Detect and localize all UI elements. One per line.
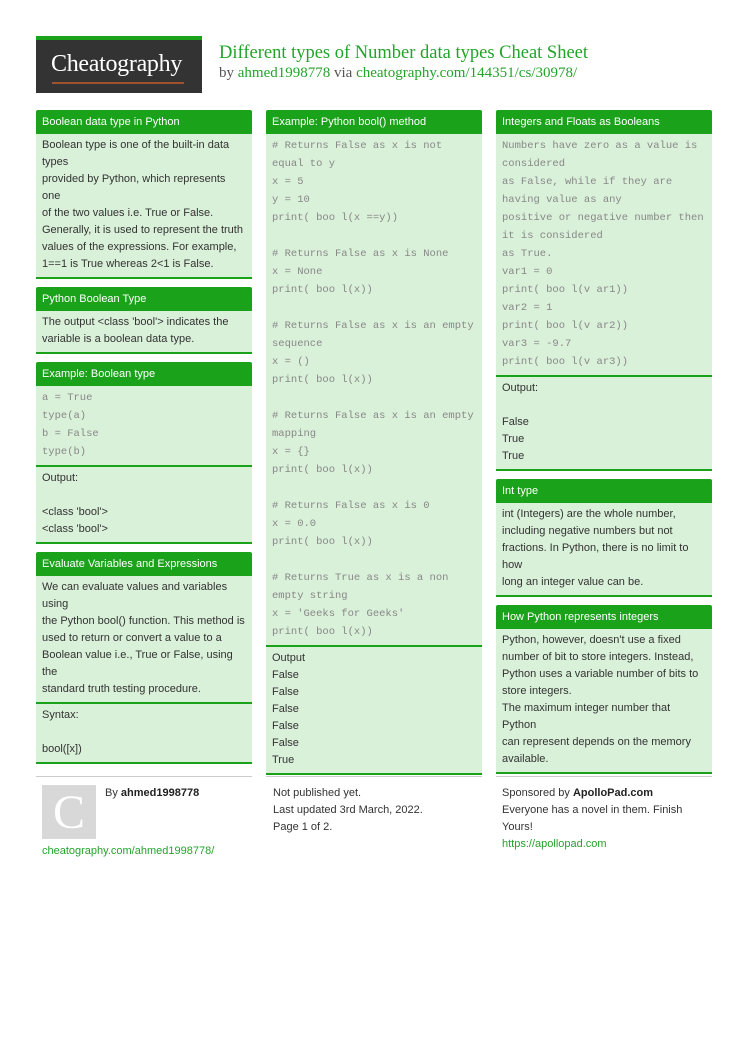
text-line: int (Integers) are the whole number, bbox=[502, 508, 676, 520]
output-line: <class 'bool'> bbox=[42, 523, 108, 535]
text-line: The output <class 'bool'> indicates the bbox=[42, 316, 229, 328]
code-line: as True. bbox=[502, 248, 553, 260]
text-line: standard truth testing procedure. bbox=[42, 683, 201, 695]
code-line: # Returns False as x is not bbox=[272, 140, 443, 152]
column-3 bbox=[496, 110, 712, 782]
avatar-letter: C bbox=[52, 786, 85, 839]
output-line: True bbox=[272, 754, 295, 766]
footer-sponsor bbox=[502, 785, 653, 803]
code-line: x = 5 bbox=[272, 176, 304, 188]
code-line: having value as any bbox=[502, 194, 622, 206]
output-line: False bbox=[272, 703, 299, 715]
code-snippet bbox=[496, 134, 712, 377]
code-snippet bbox=[36, 386, 252, 467]
text-line: 1==1 is True whereas 2<1 is False. bbox=[42, 258, 214, 270]
footer-author-name: ahmed1998778 bbox=[120, 787, 200, 799]
code-line: as False, while if they are bbox=[502, 176, 673, 188]
code-line: a = True bbox=[42, 392, 93, 404]
by-label: by bbox=[219, 65, 234, 81]
block-title: Int type bbox=[496, 479, 712, 503]
footer-updated: Last updated 3rd March, 2022. bbox=[273, 804, 423, 816]
logo-underline bbox=[52, 82, 184, 84]
block-text bbox=[496, 503, 712, 597]
code-line: print( boo l(v ar2)) bbox=[502, 320, 629, 332]
code-line: print( boo l(v ar3)) bbox=[502, 356, 629, 368]
block-example-boolean-type bbox=[36, 362, 252, 544]
code-snippet bbox=[266, 134, 482, 647]
text-line: fractions. In Python, there is no limit to how bbox=[502, 542, 689, 571]
output-section bbox=[496, 377, 712, 471]
output-section bbox=[266, 647, 482, 775]
output-line: <class 'bool'> bbox=[42, 506, 108, 518]
code-line: var2 = 1 bbox=[502, 302, 553, 314]
block-title: Integers and Floats as Booleans bbox=[496, 110, 712, 134]
block-text bbox=[36, 311, 252, 354]
block-python-boolean-type bbox=[36, 287, 252, 354]
footer-divider bbox=[266, 776, 482, 777]
block-boolean-data-type bbox=[36, 110, 252, 279]
block-example-bool-method bbox=[266, 110, 482, 775]
sponsor-url-link[interactable]: https://apollopad.com bbox=[502, 838, 607, 850]
code-line: print( boo l(x)) bbox=[272, 284, 373, 296]
syntax-value: bool([x]) bbox=[42, 743, 82, 755]
syntax-section bbox=[36, 704, 252, 764]
code-line: positive or negative number then bbox=[502, 212, 704, 224]
code-line: print( boo l(x)) bbox=[272, 374, 373, 386]
code-line: type(b) bbox=[42, 446, 87, 458]
output-line: True bbox=[502, 433, 525, 445]
code-line: Numbers have zero as a value is bbox=[502, 140, 698, 152]
text-line: We can evaluate values and variables using bbox=[42, 581, 228, 610]
code-line: print( boo l(x)) bbox=[272, 536, 373, 548]
text-line: Python, however, doesn't use a fixed bbox=[502, 634, 681, 646]
text-line: values of the expressions. For example, bbox=[42, 241, 237, 253]
footer-divider bbox=[36, 776, 252, 777]
code-line: var1 = 0 bbox=[502, 266, 553, 278]
code-line: x = 'Geeks for Geeks' bbox=[272, 608, 405, 620]
output-label: Output: bbox=[42, 472, 79, 484]
block-python-represents-integers bbox=[496, 605, 712, 774]
footer-author-url[interactable]: cheatography.com/ahmed1998778/ bbox=[42, 845, 215, 857]
output-line: True bbox=[502, 450, 525, 462]
author-link[interactable]: ahmed1998778 bbox=[237, 65, 331, 81]
cheatography-logo[interactable] bbox=[36, 36, 202, 93]
sponsored-label: Sponsored by bbox=[502, 787, 570, 799]
code-line: x = 0.0 bbox=[272, 518, 317, 530]
code-line: var3 = -9.7 bbox=[502, 338, 572, 350]
text-line: of the two values i.e. True or False. bbox=[42, 207, 214, 219]
code-line: x = None bbox=[272, 266, 323, 278]
text-line: including negative numbers but not bbox=[502, 525, 673, 537]
text-line: The maximum integer number that Python bbox=[502, 702, 671, 731]
block-title: Python Boolean Type bbox=[36, 287, 252, 311]
block-title: How Python represents integers bbox=[496, 605, 712, 629]
output-line: False bbox=[272, 720, 299, 732]
column-2 bbox=[266, 110, 482, 783]
code-line: mapping bbox=[272, 428, 317, 440]
block-integers-floats-booleans bbox=[496, 110, 712, 471]
code-line: y = 10 bbox=[272, 194, 310, 206]
code-line: considered bbox=[502, 158, 566, 170]
logo-text: Cheatography bbox=[51, 51, 183, 77]
code-line: sequence bbox=[272, 338, 323, 350]
output-line: False bbox=[272, 737, 299, 749]
text-line: provided by Python, which represents one bbox=[42, 173, 226, 202]
output-label: Output: bbox=[502, 382, 539, 394]
footer-divider bbox=[496, 776, 712, 777]
block-int-type bbox=[496, 479, 712, 597]
code-line: empty string bbox=[272, 590, 348, 602]
code-line: print( boo l(x)) bbox=[272, 464, 373, 476]
text-line: Python uses a variable number of bits to bbox=[502, 668, 699, 680]
text-line: used to return or convert a value to a bbox=[42, 632, 222, 644]
block-text bbox=[36, 576, 252, 704]
text-line: Boolean value i.e., True or False, using the bbox=[42, 649, 233, 678]
text-line: Boolean type is one of the built-in data types bbox=[42, 139, 230, 168]
block-text bbox=[496, 629, 712, 774]
page-title: Different types of Number data types Cheat Sheet bbox=[219, 43, 589, 63]
syntax-label: Syntax: bbox=[42, 709, 79, 721]
text-line: Generally, it is used to represent the truth bbox=[42, 224, 243, 236]
footer-page: Page 1 of 2. bbox=[273, 821, 333, 833]
sheet-url-link[interactable]: cheatography.com/144351/cs/30978/ bbox=[356, 65, 578, 81]
output-line: False bbox=[272, 669, 299, 681]
code-line: # Returns False as x is 0 bbox=[272, 500, 430, 512]
code-line: equal to y bbox=[272, 158, 336, 170]
output-label: Output bbox=[272, 652, 306, 664]
footer-status: Not published yet. bbox=[273, 787, 362, 799]
code-line: type(a) bbox=[42, 410, 87, 422]
text-line: variable is a boolean data type. bbox=[42, 333, 195, 345]
output-line: False bbox=[502, 416, 529, 428]
by-label: By bbox=[105, 787, 118, 799]
text-line: can represent depends on the memory bbox=[502, 736, 691, 748]
text-line: available. bbox=[502, 753, 549, 765]
sponsor-name: ApolloPad.com bbox=[572, 787, 654, 799]
block-title: Example: Python bool() method bbox=[266, 110, 482, 134]
text-line: number of bit to store integers. Instead, bbox=[502, 651, 694, 663]
sponsor-tagline: Everyone has a novel in them. Finish bbox=[502, 804, 683, 816]
text-line: store integers. bbox=[502, 685, 572, 697]
text-line: the Python bool() function. This method is bbox=[42, 615, 245, 627]
text-line: long an integer value can be. bbox=[502, 576, 644, 588]
block-title: Example: Boolean type bbox=[36, 362, 252, 386]
sponsor-tagline-2: Yours! bbox=[502, 821, 533, 833]
footer-author bbox=[105, 785, 199, 803]
code-line: x = () bbox=[272, 356, 310, 368]
code-line: print( boo l(v ar1)) bbox=[502, 284, 629, 296]
code-line: # Returns False as x is None bbox=[272, 248, 449, 260]
code-line: # Returns False as x is an empty bbox=[272, 320, 474, 332]
code-line: print( boo l(x)) bbox=[272, 626, 373, 638]
block-title: Boolean data type in Python bbox=[36, 110, 252, 134]
byline bbox=[219, 65, 577, 82]
block-title: Evaluate Variables and Expressions bbox=[36, 552, 252, 576]
output-line: False bbox=[272, 686, 299, 698]
block-text bbox=[36, 134, 252, 279]
code-line: # Returns True as x is a non bbox=[272, 572, 449, 584]
code-line: # Returns False as x is an empty bbox=[272, 410, 474, 422]
code-line: print( boo l(x ==y)) bbox=[272, 212, 399, 224]
via-label: via bbox=[333, 65, 353, 81]
block-evaluate-variables bbox=[36, 552, 252, 764]
column-1 bbox=[36, 110, 252, 772]
avatar[interactable] bbox=[42, 785, 96, 839]
output-section bbox=[36, 467, 252, 544]
code-line: x = {} bbox=[272, 446, 310, 458]
code-line: it is considered bbox=[502, 230, 603, 242]
code-line: b = False bbox=[42, 428, 99, 440]
